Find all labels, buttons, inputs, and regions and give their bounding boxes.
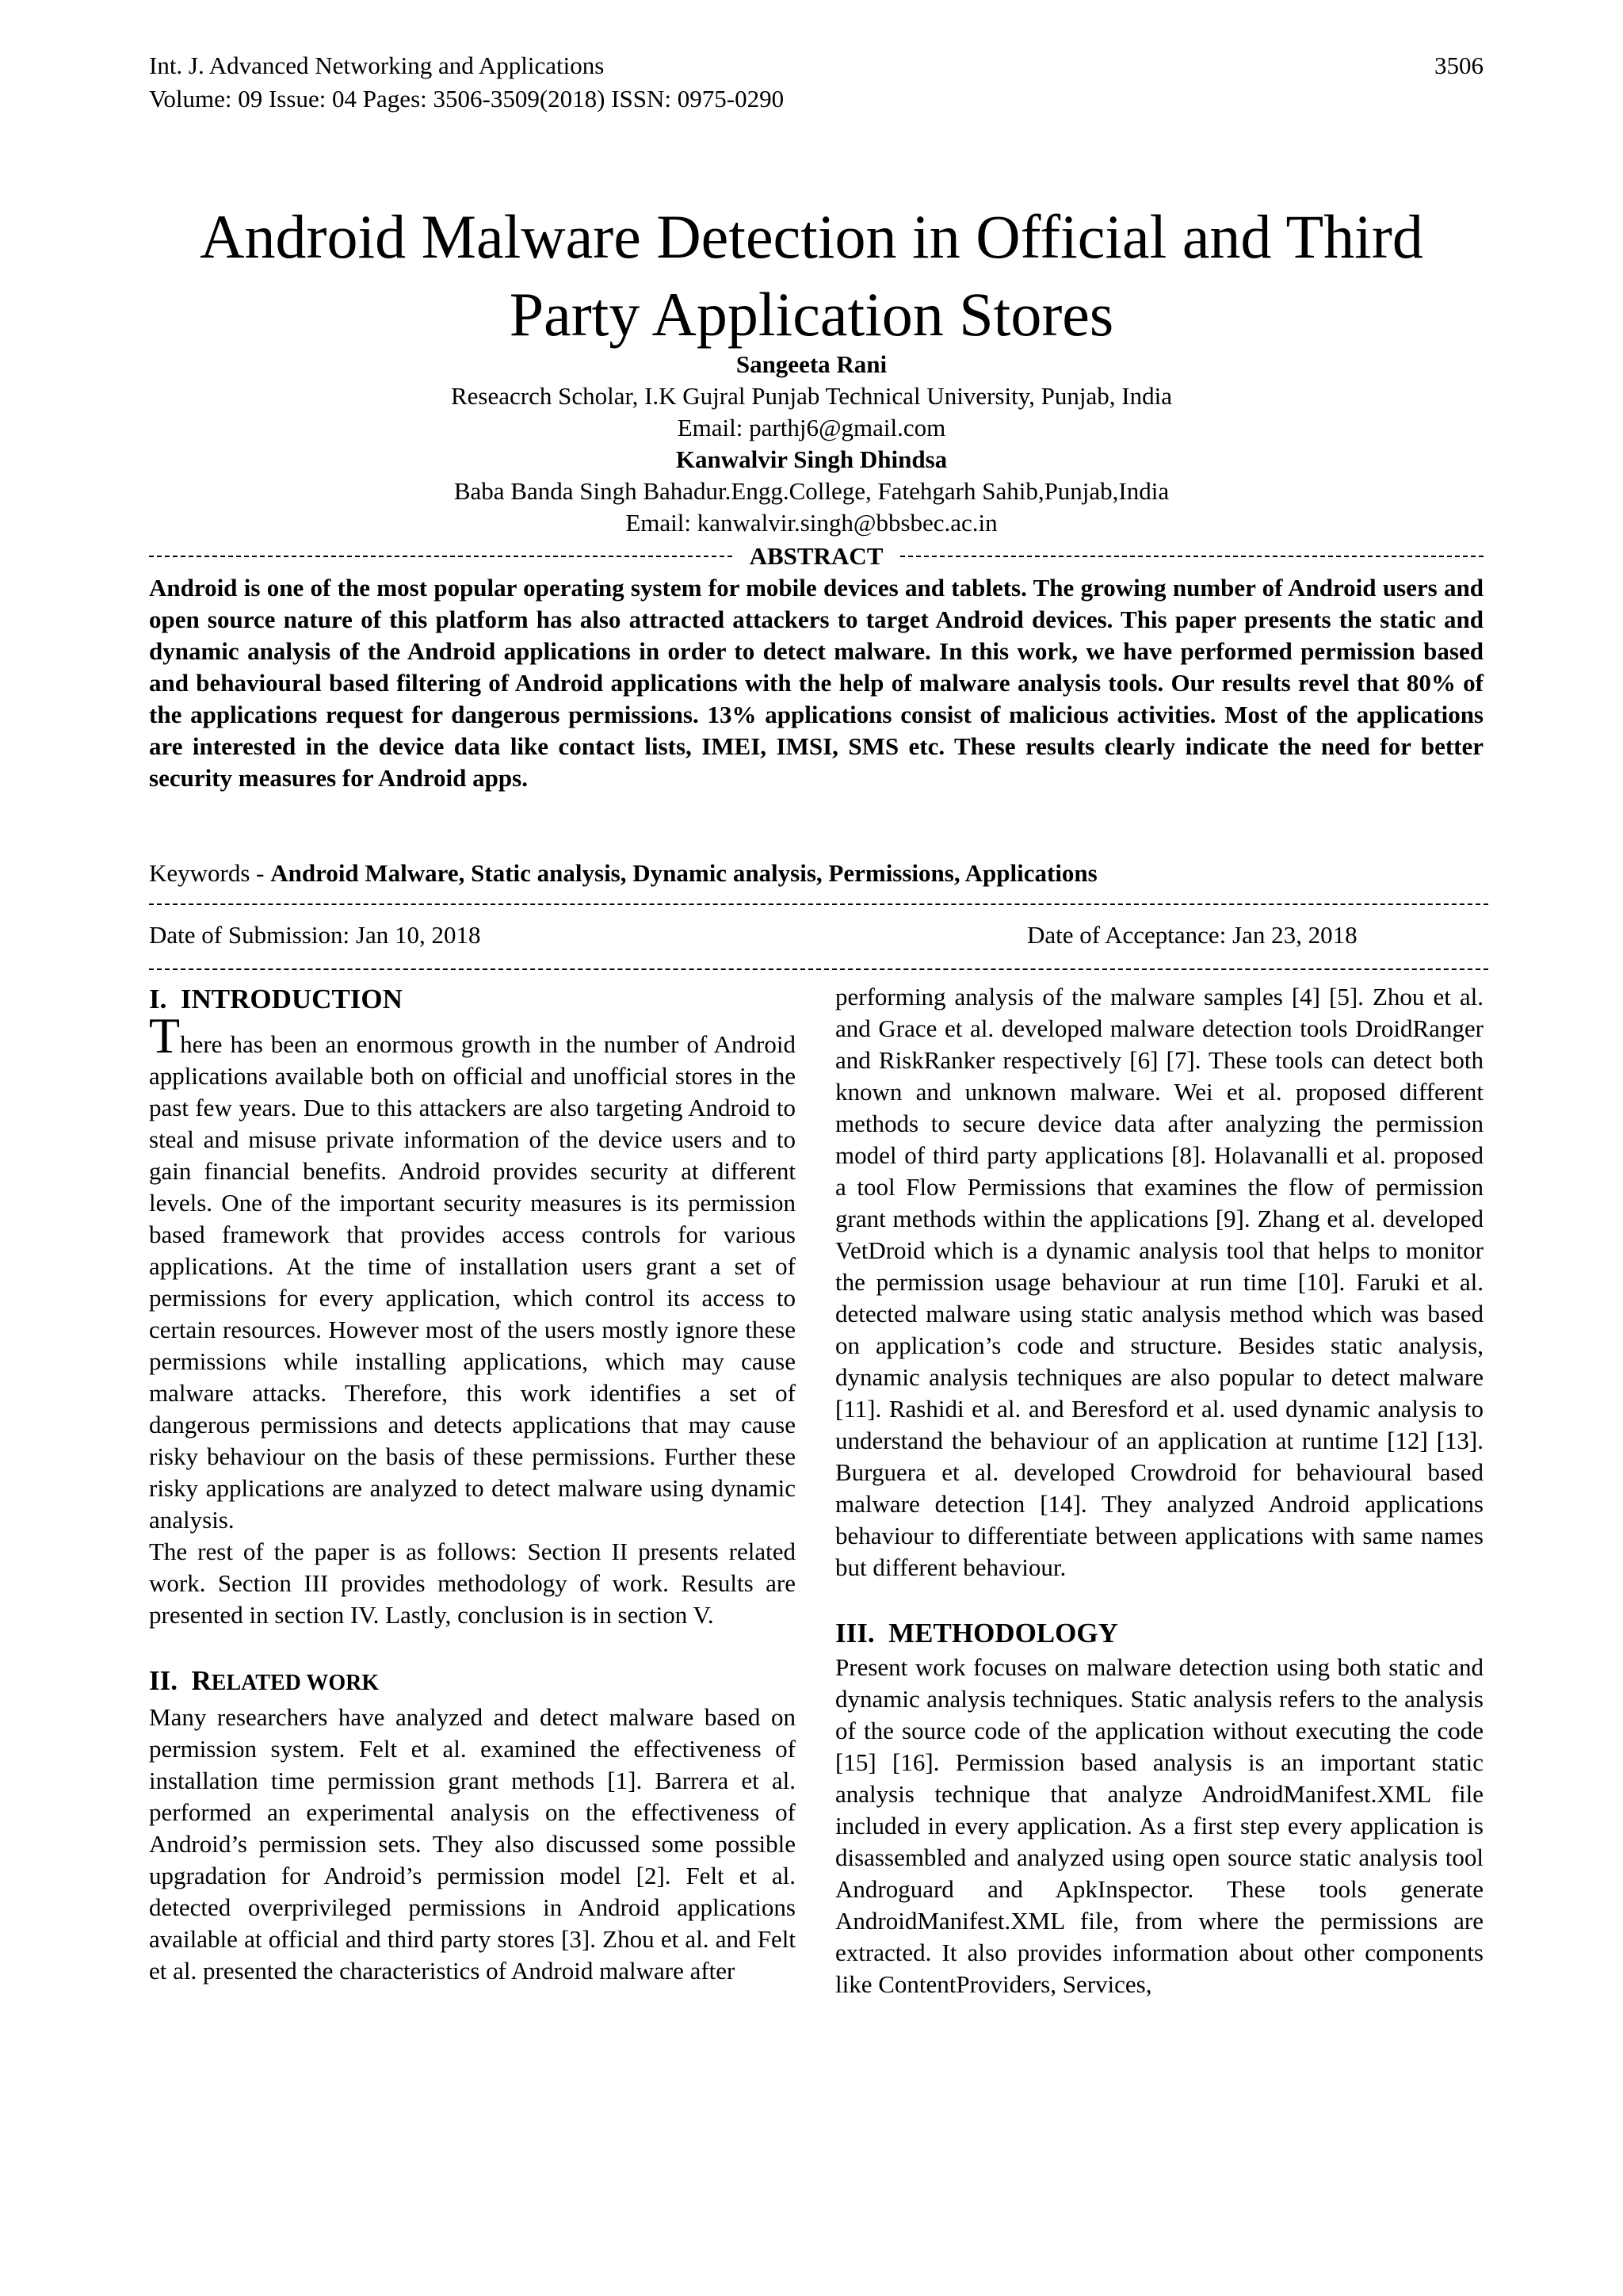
author-block	[119, 349, 1504, 539]
dates-row	[149, 919, 1484, 951]
drop-cap: T	[149, 1007, 181, 1064]
author-name: Sangeeta Rani	[735, 350, 888, 378]
author-name: Kanwalvir Singh Dhindsa	[675, 445, 948, 473]
author-email: Email: kanwalvir.singh@bbsbec.ac.in	[625, 509, 998, 537]
title-line-1: Android Malware Detection in Official and Third	[200, 202, 1423, 271]
dashed-rule	[149, 968, 1488, 970]
intro-paragraph-2: The rest of the paper is as follows: Section II presents related work. Section III provides methodology of work. Results are presented in section IV. Lastly, conclusion is in section V.	[149, 1538, 796, 1629]
abstract-heading: ABSTRACT	[747, 542, 887, 570]
keywords	[149, 858, 1484, 889]
section-heading-related-work: II. RELATED WORK	[149, 1665, 380, 1696]
acceptance-date: Date of Acceptance: Jan 23, 2018	[1027, 921, 1358, 949]
keywords-label: Keywords -	[149, 859, 271, 887]
journal-name: Int. J. Advanced Networking and Applications	[149, 52, 605, 79]
dashed-rule	[149, 904, 1488, 905]
related-work-paragraph-cont: performing analysis of the malware samples [4] [5]. Zhou et al. and Grace et al. developed malware detection tools DroidRanger and RiskRanker respectively [6] [7]. These tools can detect both known and unknown malware. Wei et al. proposed different methods to secure device data after analyzing the permission model of third party applications [8]. Holavanalli et al. proposed a tool Flow Permissions that examines the flow of permission grant methods within the applications [9]. Zhang et al. developed VetDroid which is a dynamic analysis tool that helps to monitor the permission usage behaviour at run time [10]. Faruki et al. detected malware using static analysis method which was based on application’s code and structure. Besides static analysis, dynamic analysis techniques are also popular to detect malware [11]. Rashidi et al. and Beresford et al. used dynamic analysis to understand the behaviour of an application at runtime [12] [13]. Burguera et al. developed Crowdroid for behavioural based malware detection [14]. They analyzed Android applications behaviour to differentiate between applications with same names but different behaviour.	[835, 983, 1484, 1581]
page-number: 3506	[1434, 52, 1484, 79]
author-email: Email: parthj6@gmail.com	[677, 414, 946, 441]
methodology-paragraph: Present work focuses on malware detection using both static and dynamic analysis techniques. Static analysis refers to the analysis of the source code of the application without executing the code [15] [16]. Permission based analysis is an important static analysis technique that analyze AndroidManifest.XML file included in every application. As a first step every application is disassembled and analyzed using open source static analysis tool Androguard and ApkInspector. These tools generate AndroidManifest.XML file, from where the permissions are extracted. It also provides information about other components like ContentProviders, Services,	[835, 1653, 1484, 1998]
section-heading-methodology: III. METHODOLOGY	[835, 1618, 1118, 1648]
author-affiliation: Reseacrch Scholar, I.K Gujral Punjab Technical University, Punjab, India	[451, 382, 1172, 410]
journal-volume: Volume: 09 Issue: 04 Pages: 3506-3509(2018) ISSN: 0975-0290	[149, 85, 785, 113]
paper-title	[119, 198, 1504, 353]
keywords-list: Android Malware, Static analysis, Dynamic analysis, Permissions, Applications	[270, 859, 1098, 887]
title-line-2: Party Application Stores	[509, 280, 1114, 349]
abstract-text: Android is one of the most popular operating system for mobile devices and tablets. The growing number of Android users and open source nature of this platform has also attracted attackers to target Android devices. This paper presents the static and dynamic analysis of the Android applications in order to detect malware. In this work, we have performed permission based and behavioural based filtering of Android applications with the help of malware analysis tools. Our results revel that 80% of the applications request for dangerous permissions. 13% applications consist of malicious activities. Most of the applications are interested in the device data like contact lists, IMEI, IMSI, SMS etc. These results clearly indicate the need for better security measures for Android apps.	[149, 574, 1484, 792]
author-affiliation: Baba Banda Singh Bahadur.Engg.College, Fatehgarh Sahib,Punjab,India	[453, 477, 1170, 505]
section-heading-introduction: I. INTRODUCTION	[149, 984, 403, 1014]
left-column	[149, 981, 796, 1987]
right-column	[835, 981, 1484, 2000]
related-work-paragraph: Many researchers have analyzed and detect malware based on permission system. Felt et al. examined the effectiveness of installation time permission grant methods [1]. Barrera et al. performed an experimental analysis on the effectiveness of Android’s permission sets. They also discussed some possible upgradation for Android’s permission model [2]. Felt et al. detected overprivileged permissions in Android applications available at official and third party stores [3]. Zhou et al. and Felt et al. presented the characteristics of Android malware after	[149, 1703, 796, 1985]
submission-date: Date of Submission: Jan 10, 2018	[149, 921, 481, 949]
abstract-divider	[149, 541, 1484, 572]
running-header	[149, 49, 784, 116]
intro-paragraph: There has been an enormous growth in the number of Android applications available both on official and unofficial stores in the past few years. Due to this attackers are also targeting Android to steal and misuse private information of the device users and to gain financial benefits. Android provides security at different levels. One of the important security measures is its permission based framework that provides access controls for various applications. At the time of installation users grant a set of permissions for every application, which control its access to certain resources. However most of the users mostly ignore these permissions while installing applications, which may cause malware attacks. Therefore, this work identifies a set of dangerous permissions and detects applications that may cause risky behaviour on the basis of these permissions. Further these risky applications are analyzed to detect malware using dynamic analysis.	[149, 1007, 796, 1534]
